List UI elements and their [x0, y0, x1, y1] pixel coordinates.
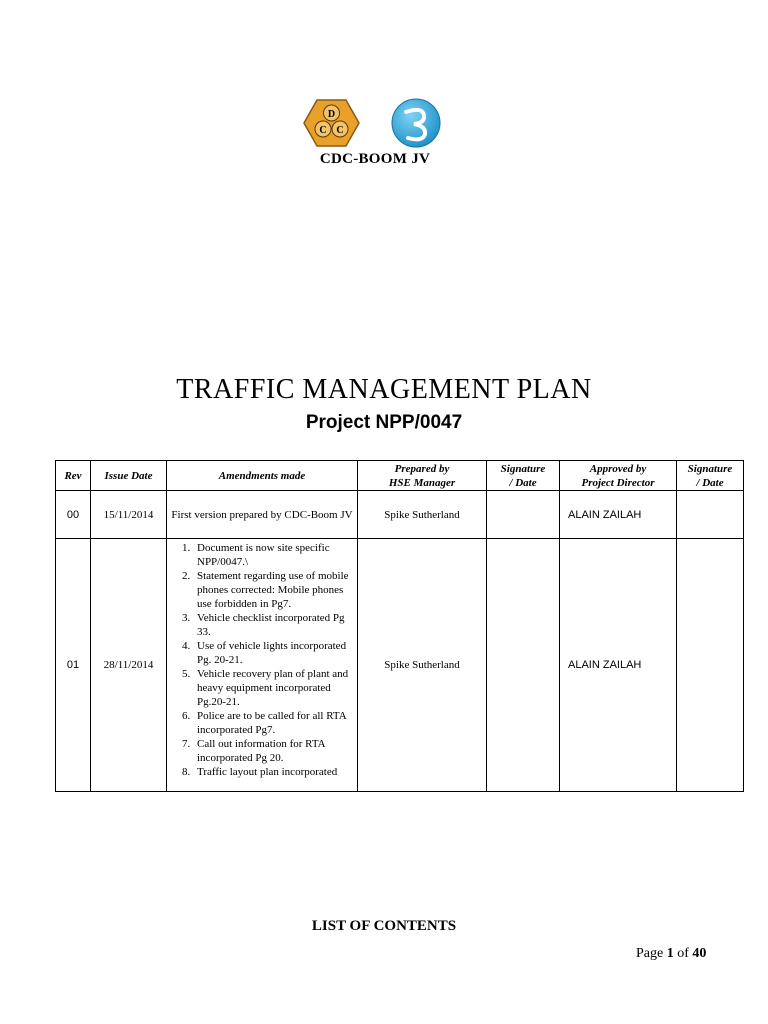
emblem-letter-c-left: C — [319, 125, 327, 136]
list-item: 8. Traffic layout plan incorporated — [193, 765, 353, 779]
page-label: Page — [636, 946, 664, 961]
emblem-letter-d: D — [327, 109, 336, 120]
row-rev: 01 — [56, 539, 91, 792]
row-signature-1 — [487, 539, 560, 792]
row-signature-2 — [677, 539, 744, 792]
row-approved-by: ALAIN ZAILAH — [560, 491, 677, 539]
list-item: 6. Police are to be called for all RTA incorporated Pg7. — [193, 709, 353, 737]
list-item: 2. Statement regarding use of mobile phones corrected: Mobile phones use forbidden in Pg7. — [193, 569, 353, 611]
header-sig1-line1: Signature — [500, 462, 546, 475]
company-logo — [300, 96, 450, 174]
list-item: 4. Use of vehicle lights incorporated Pg. 20-21. — [193, 639, 353, 667]
contents-heading: LIST OF CONTENTS — [311, 918, 457, 934]
header-sig2-line2: / Date — [696, 476, 724, 489]
company-name: CDC-BOOM JV — [319, 151, 431, 167]
project-subtitle: Project NPP/0047 — [305, 412, 463, 433]
row-prepared-by: Spike Sutherland — [358, 539, 487, 792]
page-current: 1 — [666, 946, 674, 961]
amendments-list — [167, 539, 353, 791]
row-amendments-list-cell — [167, 539, 358, 792]
row-date: 28/11/2014 — [91, 539, 167, 792]
list-item: 5. Vehicle recovery plan of plant and heavy equipment incorporated Pg.20-21. — [193, 667, 353, 709]
header-amendments: Amendments made — [167, 461, 358, 491]
row-signature-2 — [677, 491, 744, 539]
list-item: 7. Call out information for RTA incorporated Pg 20. — [193, 737, 353, 765]
header-prepared-by — [358, 461, 487, 491]
header-sig2-line1: Signature — [687, 462, 733, 475]
table-row — [56, 491, 744, 539]
row-signature-1 — [487, 491, 560, 539]
page-of: of — [677, 946, 689, 961]
header-approved-line2: Project Director — [581, 476, 655, 489]
header-rev: Rev — [56, 461, 91, 491]
row-date: 15/11/2014 — [91, 491, 167, 539]
row-rev: 00 — [56, 491, 91, 539]
table-header-row — [56, 461, 744, 491]
emblem-letter-c-right: C — [336, 125, 344, 136]
header-sig1-line2: / Date — [509, 476, 537, 489]
header-prepared-line1: Prepared by — [394, 462, 450, 475]
logo-graphic — [300, 96, 450, 152]
header-signature-1 — [487, 461, 560, 491]
header-prepared-line2: HSE Manager — [388, 476, 456, 489]
row-prepared-by: Spike Sutherland — [358, 491, 487, 539]
header-approved-line1: Approved by — [589, 462, 647, 475]
header-issue-date: Issue Date — [91, 461, 167, 491]
list-item: 1. Document is now site specific NPP/0047.\ — [193, 541, 353, 569]
row-amendment: First version prepared by CDC-Boom JV — [167, 491, 358, 539]
row-approved-by: ALAIN ZAILAH — [560, 539, 677, 792]
table-row — [56, 539, 744, 792]
page-number — [636, 946, 706, 962]
list-item: 3. Vehicle checklist incorporated Pg 33. — [193, 611, 353, 639]
header-signature-2 — [677, 461, 744, 491]
header-approved-by — [560, 461, 677, 491]
document-title: TRAFFIC MANAGEMENT PLAN — [176, 374, 592, 405]
revision-table — [55, 460, 744, 792]
page-total: 40 — [692, 946, 707, 961]
